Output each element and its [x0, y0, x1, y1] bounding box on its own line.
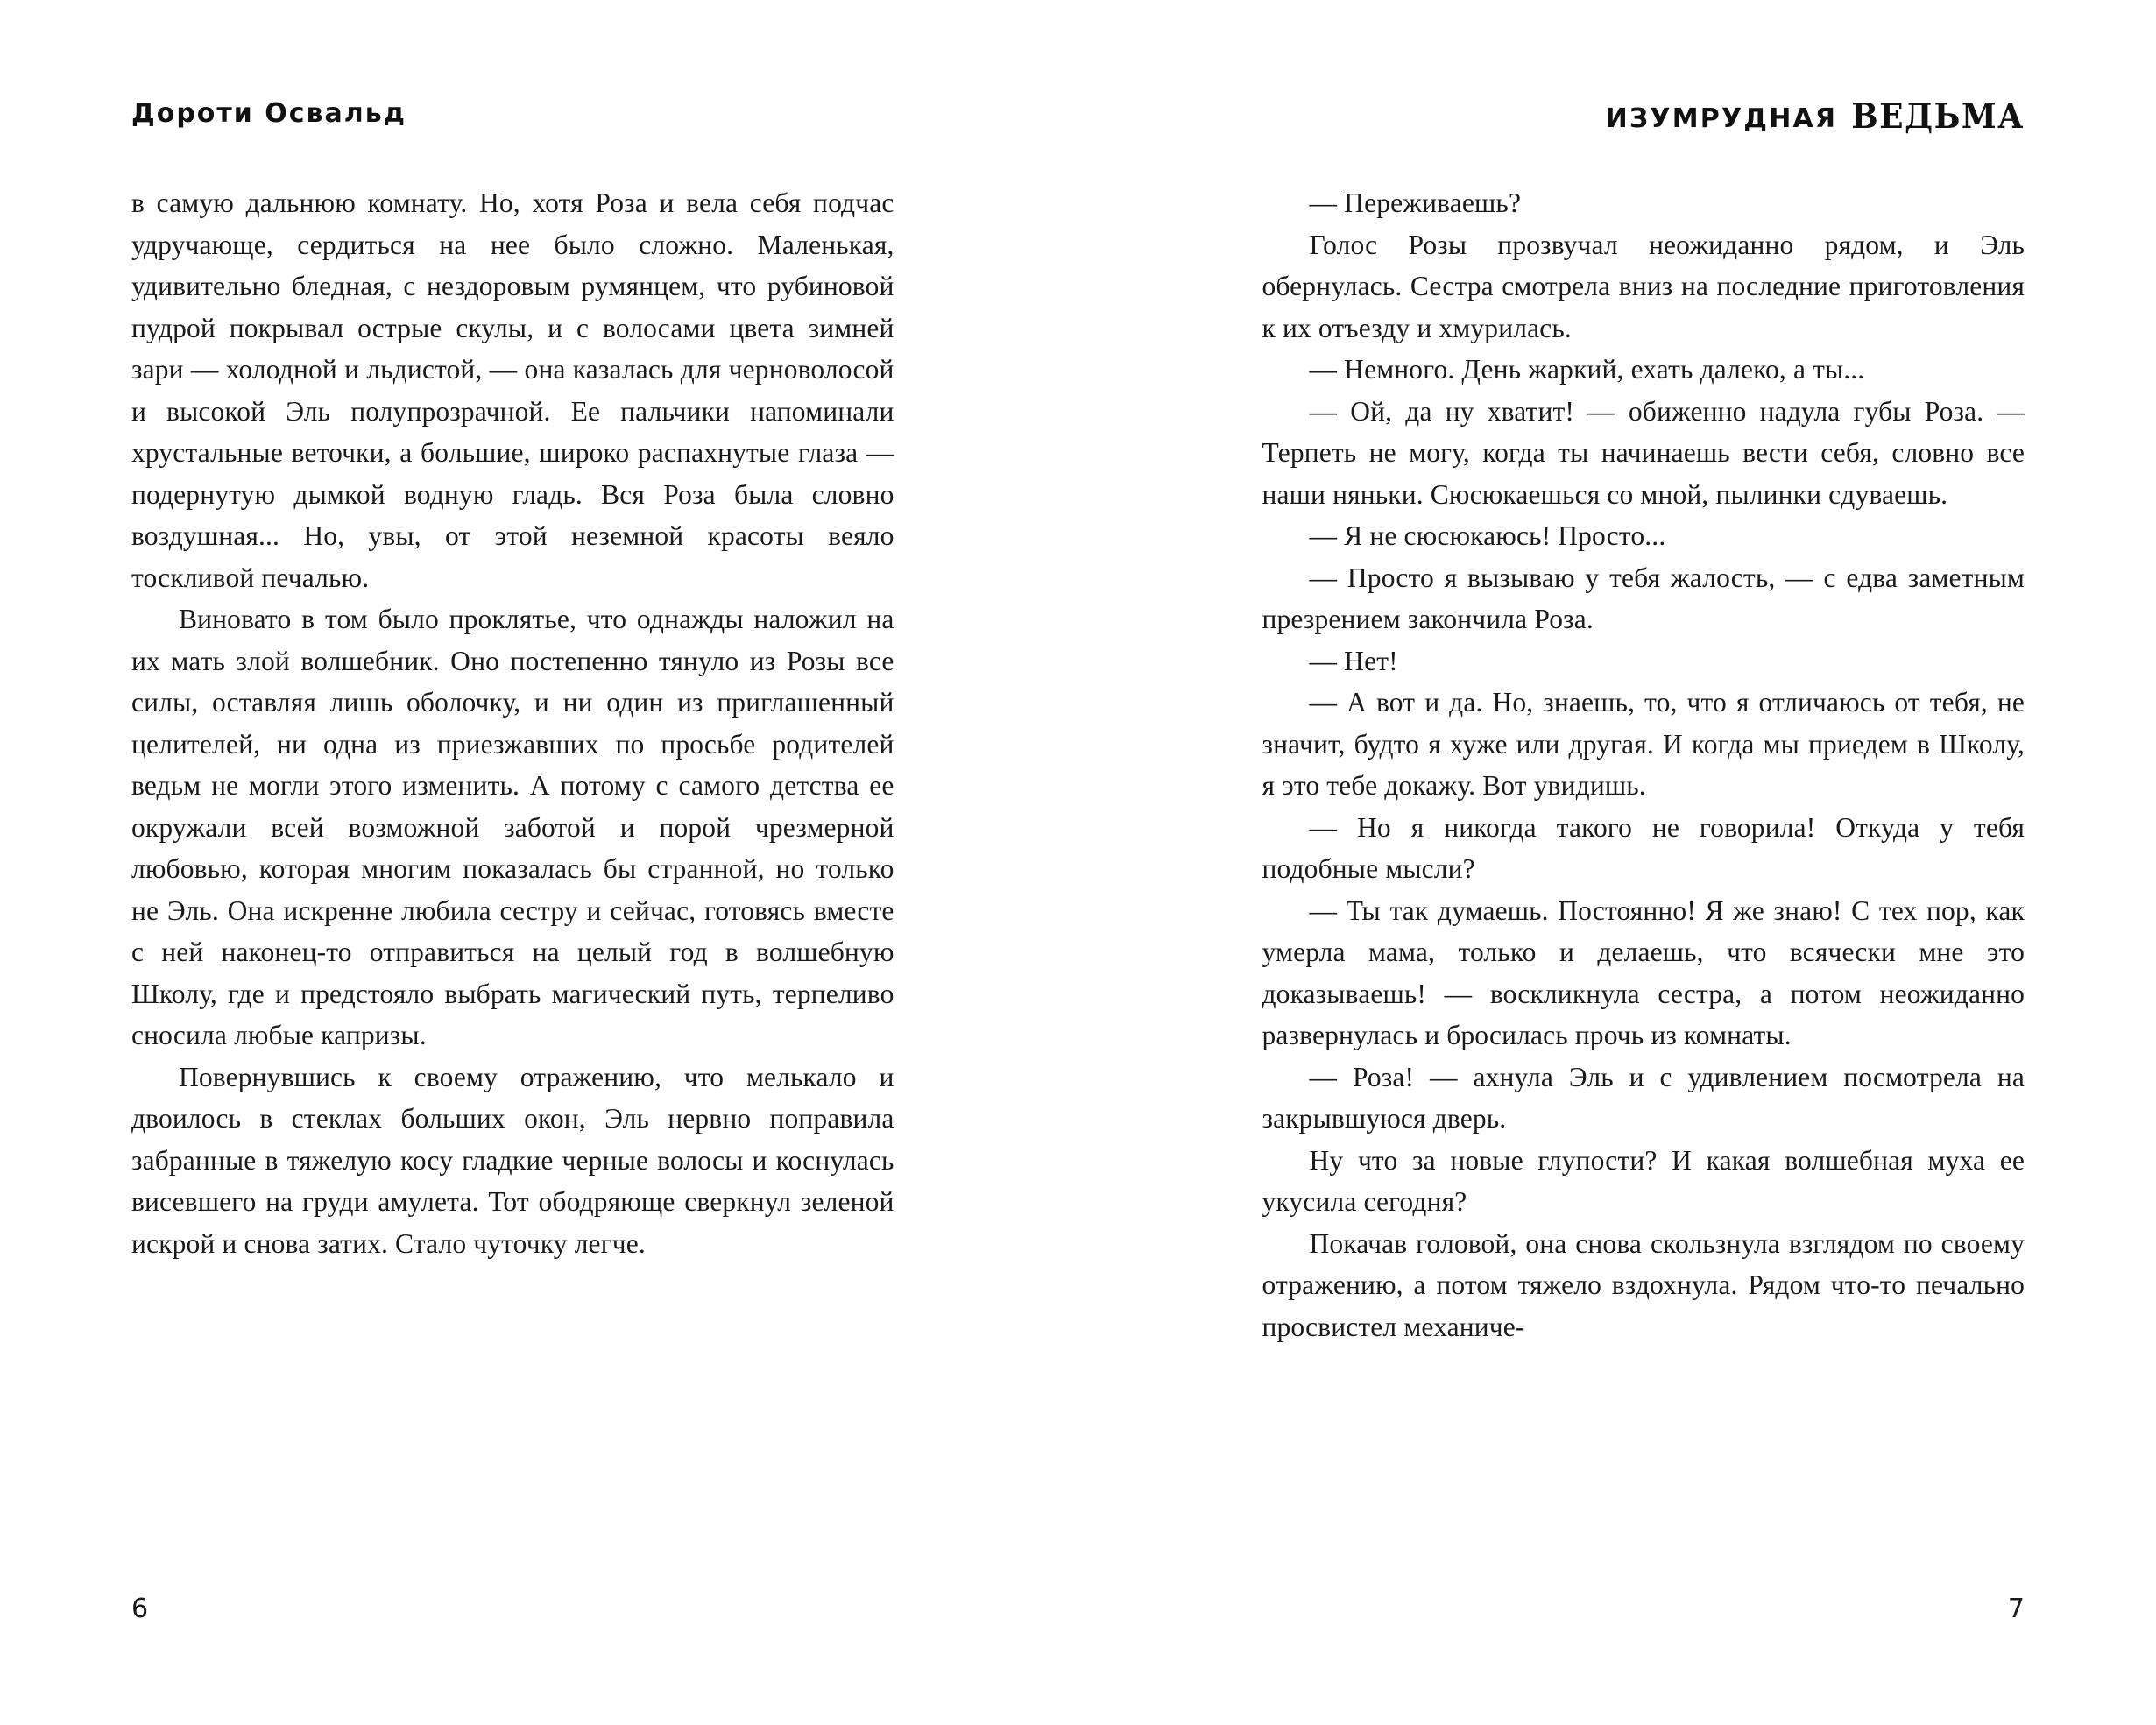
right-page-text-column: [1262, 182, 2025, 1594]
paragraph: — Переживаешь?: [1309, 187, 1522, 218]
running-head-title-word-2: ВЕДЬМА: [1851, 96, 2025, 137]
right-page: [1078, 98, 2025, 1594]
paragraph: в самую дальнюю комнату. Но, хотя Роза и вела себя подчас удручающе, сердиться на нее было сложно. Маленькая, удивительно бледная, с нездоровым румянцем, что рубиновой пудрой покрывал острые скулы, и с волосами цвета зимней зари — холодной и льдистой, — она казалась для черноволосой и высокой Эль полупрозрачной. Ее пальчики напоминали хрустальные веточки, а большие, широко распахнутые глаза — подернутую дымкой водную гладь. Вся Роза была словно воздушная... Но, увы, от этой неземной красоты веяло тоскливой печалью.: [131, 187, 894, 593]
running-head-author: Дороти Освальд: [131, 98, 406, 129]
paragraph: — Роза! — ахнула Эль и с удивлением посмотрела на закрывшуюся дверь.: [1262, 1061, 2025, 1134]
left-page: [131, 98, 1078, 1594]
running-head-title: [1606, 98, 2025, 135]
paragraph: — Ой, да ну хватит! — обиженно надула губы Роза. — Терпеть не могу, когда ты начинаешь вести себя, словно все наши няньки. Сюсюкаешься со мной, пылинки сдуваешь.: [1262, 395, 2025, 510]
folio-row: [0, 1594, 2156, 1725]
right-running-head: [1262, 98, 2025, 182]
paragraph: Ну что за новые глупости? И какая волшебная муха ее укусила сегодня?: [1262, 1144, 2025, 1217]
paragraph: Повернувшись к своему отражению, что мелькало и двоилось в стеклах больших окон, Эль нервно поправила забранные в тяжелую косу гладкие черные волосы и коснулась висевшего на груди амулета. Тот ободряюще сверкнул зеленой искрой и снова затих. Стало чуточку легче.: [131, 1061, 894, 1259]
paragraph: Голос Розы прозвучал неожиданно рядом, и Эль обернулась. Сестра смотрела вниз на последние приготовления к их отъезду и хмурилась.: [1262, 229, 2025, 343]
left-running-head: [131, 98, 894, 182]
paragraph: — Нет!: [1309, 645, 1398, 676]
page-number-left: 6: [131, 1594, 149, 1624]
paragraph: — А вот и да. Но, знаешь, то, что я отличаюсь от тебя, не значит, будто я хуже или другая. И когда мы приедем в Школу, я это тебе докажу. Вот увидишь.: [1262, 687, 2025, 801]
paragraph: Покачав головой, она снова скользнула взглядом по своему отражению, а потом тяжело вздохнула. Рядом что-то печально просвистел механиче-: [1262, 1227, 2025, 1342]
paragraph: — Но я никогда такого не говорила! Откуда у тебя подобные мысли?: [1262, 811, 2025, 884]
paragraph: — Я не сюсюкаюсь! Просто...: [1309, 520, 1666, 551]
running-head-title-word-1: ИЗУМРУДНАЯ: [1605, 103, 1838, 134]
paragraph: — Просто я вызываю у тебя жалость, — с едва заметным презрением закончила Роза.: [1262, 562, 2025, 634]
left-page-text-column: [131, 182, 894, 1594]
paragraph: — Немного. День жаркий, ехать далеко, а ты...: [1309, 354, 1865, 385]
paragraph: Виновато в том было проклятье, что однажды наложил на их мать злой волшебник. Оно постепенно тянуло из Розы все силы, оставляя лишь оболочку, и ни один из приглашенный целителей, ни одна из приезжавших по просьбе родителей ведьм не могли этого изменить. А потому с самого детства ее окружали всей возможной заботой и порой чрезмерной любовью, которая многим показалась бы странной, но только не Эль. Она искренне любила сестру и сейчас, готовясь вместе с ней наконец-то отправиться на целый год в волшебную Школу, где и предстояло выбрать магический путь, терпеливо сносила любые капризы.: [131, 604, 894, 1050]
paragraph: — Ты так думаешь. Постоянно! Я же знаю! С тех пор, как умерла мама, только и делаешь, что всячески мне это доказываешь! — воскликнула сестра, а потом неожиданно развернулась и бросилась прочь из комнаты.: [1262, 894, 2025, 1050]
page-number-right: 7: [2007, 1594, 2025, 1624]
